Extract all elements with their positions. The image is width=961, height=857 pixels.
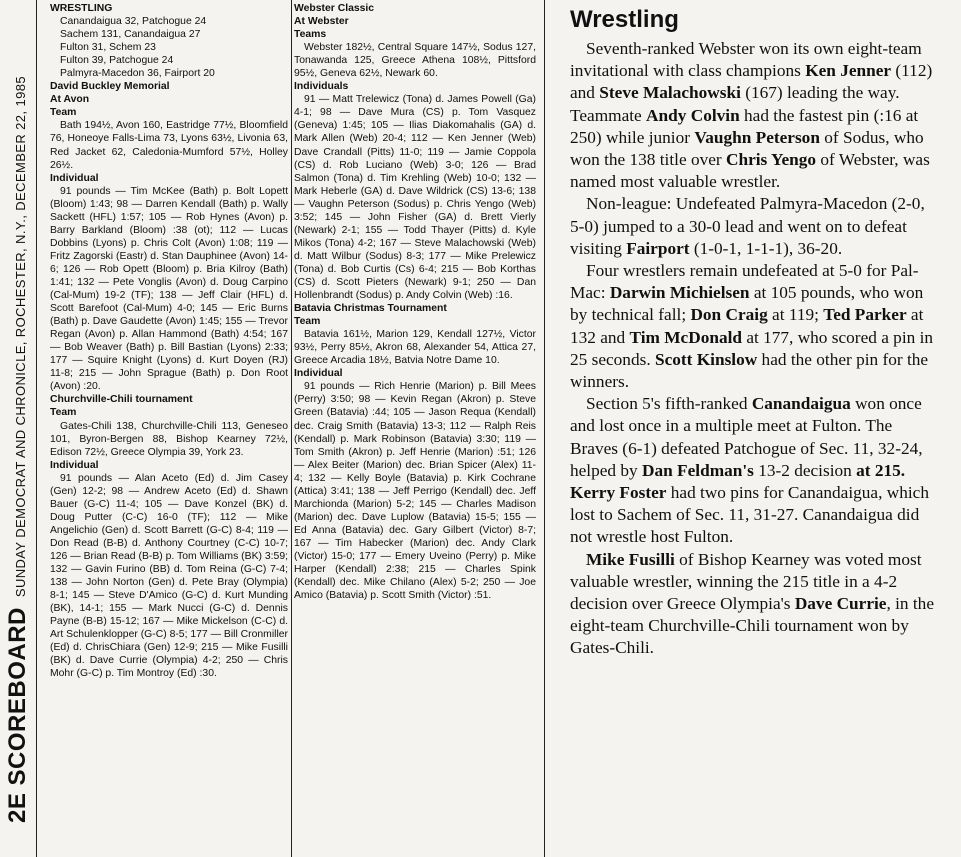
story-text: at 119;	[767, 305, 824, 325]
story-text: (1-0-1, 1-1-1), 36-20.	[689, 238, 843, 258]
story-text: Non-league: Undefeated Palmyra-Macedon (2-0, 5-0) jumped to a 30-0 lead and went on to defeat visiting	[570, 194, 925, 258]
story-paragraph	[570, 38, 942, 193]
churchville-title: Churchville-Chili tournament	[50, 394, 193, 406]
batavia-team-label: Team	[294, 316, 321, 328]
results-column-2	[294, 2, 536, 856]
story-paragraph	[570, 549, 942, 660]
story-text: (112) and	[570, 61, 933, 103]
score-line: Fulton 39, Patchogue 24	[60, 55, 174, 67]
bold-name: Tim McDonald	[629, 327, 743, 347]
bold-name: Dave Currie	[794, 594, 887, 614]
story-text: won once and lost once in a multiple meet at Fulton. The Braves (6-1) defeated Patchogue of Sec. 11, 32-24, helped by	[570, 394, 923, 480]
webster-individual-results: 91 — Matt Trelewicz (Tona) d. James Powell (Ga) 4-1; 98 — Dave Mura (CS) p. Tom Vasquez (Geneva) 1:45; 105 — Ilias Diakomahalis (GA) d. Mark Allen (Web) 20-4; 112 — Ken Jenner (Web) Dave Crandall (Pitts) 11-0; 119 — Jamie Coppola (CS) d. Rob Luciano (Web) 3-0; 126 — Brad Salmon (Tona) d. Tim Krehling (Web) 10-0; 132 — Mark Heberle (GA) d. Dave Wildrick (CS) 13-6; 138 — Vaughn Peterson (Sodus) p. Chris Yengo (Web) 3:52; 145 — John Fisher (GA) d. Brett Vierly (Newark) 2-1; 155 — Todd Thayer (Pitts) d. Kyle Mikos (Tona) 4-2; 167 — Steve Malachowski (Web) d. Matt Wilbur (Sodus) 8-3; 177 — Mike Prelewicz (Tona) d. Bob Curtis (Cs) 6-4; 215 — Bob Korthas (CS) d. Scott Pieters (Newark) 9-1; 250 — Dan Hollenbrandt (Sodus) p. Andy Colvin (Web) :16.	[294, 94, 536, 302]
story-text: at 177, who scored a pin in 25 seconds.	[570, 327, 934, 369]
score-line: Canandaigua 32, Patchogue 24	[60, 16, 207, 28]
score-line: Fulton 31, Schem 23	[60, 42, 156, 54]
webster-team-results: Webster 182½, Central Square 147½, Sodus 127, Tonawanda 125, Greece Athena 108½, Pittsford 95½, Geneva 62½, Newark 60.	[294, 42, 536, 80]
story-paragraph	[570, 260, 942, 393]
bold-name: Mike Fusilli	[586, 549, 675, 569]
page-folio	[0, 0, 37, 857]
story-text: of Bishop Kearney was voted most valuable wrestler, winning the 215 title in a 4-2 decision over Greece Olympia's	[570, 549, 922, 614]
batavia-individual-results: 91 pounds — Rich Henrie (Marion) p. Bill Mees (Perry) 3:50; 98 — Kevin Regan (Akron) p. Steve Green (Batavia) :44; 105 — Jason Requa (Kendall) dec. Craig Smith (Batavia) 13-3; 112 — Ralph Reis (Kendall) p. Mark Robinson (Batavia) 3:30; 119 — Tom Smith (Akron) p. Jeff Henrie (Marion) :51; 126 — Alex Beiter (Marion) dec. Brian Spicer (Alex) 11-4; 132 — Kelly Boyle (Batavia) p. Kirk Cochrane (Attica) 3:41; 138 — Jeff Perrigo (Kendall) dec. Jeff Marchionda (Marion) 5-2; 145 — Charles Madison (Marion) dec. Dave Luplow (Batavia) 15-5; 155 — Ed Anna (Batavia) dec. Gary Gilbert (Victor) 8-7; 167 — Tim Habecker (Marion) dec. Andy Clark (Victor) 15-0; 177 — Emery Uveino (Perry) p. Mike Harper (Kendall) 2:38; 215 — Charles Spink (Kendall) dec. Mike Chilano (Alex) 5-2; 250 — Joe Amico (Batavia) p. Scott Smith (Victor) :51.	[294, 381, 536, 602]
story-headline: Wrestling	[570, 6, 679, 33]
story-text: had the other pin for the winners.	[570, 349, 929, 392]
story-text: at 132 and	[570, 305, 924, 347]
webster-location: At Webster	[294, 16, 349, 28]
story-text: of Webster, was named most valuable wrestler.	[570, 150, 930, 192]
bold-name: Dan Feldman's	[642, 460, 754, 480]
story-text: , in the eight-team Churchville-Chili tournament won by Gates-Chili.	[570, 594, 934, 658]
bold-name: Ken Jenner	[805, 61, 892, 81]
story-paragraph	[570, 193, 942, 260]
bold-name: Scott Kinslow	[654, 349, 758, 369]
bold-name: Canandaigua	[751, 394, 851, 414]
webster-team-label: Teams	[294, 29, 327, 41]
column-rule	[291, 0, 292, 857]
webster-title: Webster Classic	[294, 3, 375, 14]
batavia-title: Batavia Christmas Tournament	[294, 303, 447, 315]
buckley-title: David Buckley Memorial	[50, 81, 170, 93]
batavia-individual-label: Individual	[294, 368, 343, 380]
story-paragraph	[570, 393, 942, 548]
bold-name: Andy Colvin	[646, 105, 740, 125]
churchville-individual-label: Individual	[50, 459, 99, 471]
story-text: Four wrestlers remain undefeated at 5-0 for Pal-Mac:	[570, 261, 919, 303]
story-text: Section 5's fifth-ranked	[586, 394, 752, 414]
buckley-individual-results: 91 pounds — Tim McKee (Bath) p. Bolt Lopett (Bloom) 1:43; 98 — Darren Kendall (Bath) p. Wally Sackett (HFL) 1:57; 105 — Rob Hynes (Avon) p. Barry Barkland (Bloom) :38 (ot); 112 — Lucas Dobbins (Lyons) p. Chris Colt (Avon) 1:08; 119 — Fritz Zagorski (Eastr) d. Stan Dauphinee (Avon) 14-6; 126 — Rob Opett (Bloom) p. Bria Kilroy (Bath) 1:41; 132 — Pete Vonglis (Avon) d. Doug Carpino (Cal-Mum) 19-2 (TF); 138 — Jeff Clair (HFL) d. Scott Barefoot (Cal-Mum) 4-0; 145 — Eric Burns (Bath) p. Dave Gaudette (Avon) 1:45; 155 — Trevor Regan (Avon) p. Allan Hammond (Bath) 4:54; 167 — Bob Weaver (Bath) p. Bill Bastian (Lyons) 2:33; 177 — Squire Knight (Lyons) d. Kurt Doyen (RJ) 11-8; 215 — John Sprague (Bath) p. Don Root (Avon) :20.	[50, 185, 288, 393]
batavia-team-results: Batavia 161½, Marion 129, Kendall 127½, Victor 93½, Perry 85½, Akron 68, Alexander 54, Attica 27, Greece Arcadia 18½, Batvia Notre Dame 10.	[294, 329, 536, 367]
bold-name: Don Craig	[690, 305, 768, 325]
bold-name: Steve Malachowski	[599, 83, 741, 103]
bold-name: Darwin Michielsen	[609, 283, 750, 303]
bold-name: at 215.	[856, 460, 906, 480]
buckley-location: At Avon	[50, 94, 90, 106]
buckley-individual-label: Individual	[50, 172, 99, 184]
wrestling-heading: WRESTLING	[50, 3, 113, 14]
score-line: Palmyra-Macedon 36, Fairport 20	[60, 68, 215, 80]
story-text: had two pins for Canandaigua, which lost to Sachem of Sec. 11, 31-27. Canandaigua did not wrestle host Fulton.	[570, 483, 929, 547]
story-text: had the fastest pin (:16 at 250) while junior	[570, 105, 919, 147]
buckley-team-label: Team	[50, 107, 77, 119]
folio-rotated-line	[4, 76, 32, 823]
webster-individual-label: Individuals	[294, 81, 349, 93]
wrestling-story	[570, 6, 942, 854]
column-rule	[544, 0, 545, 857]
story-text: Seventh-ranked Webster won its own eight-team invitational with class champions	[570, 39, 922, 81]
dateline: SUNDAY DEMOCRAT AND CHRONICLE, ROCHESTER, N.Y., DECEMBER 22, 1985	[13, 76, 28, 598]
section-label: 2E SCOREBOARD	[4, 607, 31, 823]
bold-name: Vaughn Peterson	[694, 127, 820, 147]
story-text: of Sodus, who won the 138 title over	[570, 127, 924, 170]
story-text: at 105 pounds, who won by technical fall;	[570, 283, 924, 325]
score-line: Sachem 131, Canandaigua 27	[60, 29, 201, 41]
bold-name: Chris Yengo	[725, 150, 817, 170]
churchville-team-label: Team	[50, 407, 77, 419]
churchville-team-results: Gates-Chili 138, Churchville-Chili 113, Geneseo 101, Byron-Bergen 88, Bishop Kearney 72½, Edison 72½, Greece Olympia 39, York 23.	[50, 420, 288, 458]
bold-name: Fairport	[626, 238, 690, 258]
bold-name: Kerry Foster	[570, 483, 667, 503]
bold-name: Ted Parker	[823, 305, 907, 325]
story-text: 13-2 decision	[753, 460, 857, 480]
churchville-individual-results: 91 pounds — Alan Aceto (Ed) d. Jim Casey (Gen) 12-2; 98 — Andrew Aceto (Ed) d. Shawn Bauer (G-C) 11-4; 105 — Dave Konzel (BK) d. Doug Putter (C-C) 16-0 (TF); 112 — Mike Angelichio (Gen) d. Scott Barrett (G-C) 8-4; 119 — Don Read (B-B) d. Anthony Courtney (C-C) 10-7; 126 — Brian Read (B-B) p. Tom Williams (BK) 3:59; 132 — Gavin Furino (BB) d. Tom Reina (G-C) 7-4; 138 — John Norton (Gen) d. Pete Bray (Olympia) 8-1; 145 — Steve D'Amico (G-C) d. Kurt Munding (BK), 14-1; 155 — Mark Nucci (G-C) d. Dennis Payne (B-B) 15-12; 167 — Mike Mickelson (C-C) d. Art Schulenklopper (G-C) 8-5; 177 — Bill Cronmiller (Ed) d. ChrisChiara (Gen) 12-9; 215 — Mike Fusilli (BK) d. Dave Currie (Olympia) 4-2; 250 — Chris Mohr (G-C) p. Tim Montroy (Ed) :30.	[50, 472, 288, 680]
buckley-team-results: Bath 194½, Avon 160, Eastridge 77½, Bloomfield 76, Honeoye Falls-Lima 73, Lyons 63½, Livonia 63, Red Jacket 62, Caledonia-Mumford 57½, Holley 26½.	[50, 120, 288, 171]
results-column-1	[50, 2, 288, 856]
story-text: (167) leading the way. Teammate	[570, 83, 900, 125]
